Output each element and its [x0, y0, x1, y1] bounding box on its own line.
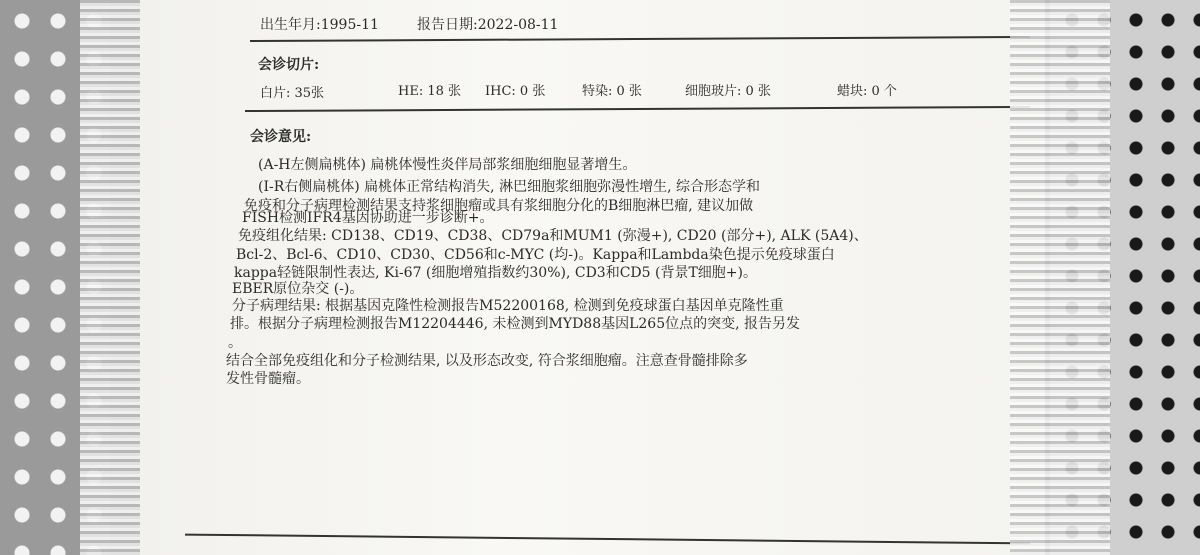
opinion-line: 分子病理结果: 根据基因克隆性检测报告M52200168, 检测到免疫球蛋白基因单克隆性重	[232, 298, 784, 314]
report-date	[417, 14, 558, 34]
white-slide-count: 白片: 35张	[260, 86, 325, 101]
special-stain-count: 特染: 0 张	[582, 84, 642, 99]
report-date-label: 报告日期:	[417, 17, 478, 33]
opinion-line: 免疫和分子病理检测结果支持浆细胞瘤或具有浆细胞分化的B细胞淋巴瘤, 建议加做	[244, 198, 754, 214]
opinion-title: 会诊意见:	[250, 129, 312, 145]
opinion-line: FISH检测IFR4基因协助进一步诊断+。	[242, 210, 494, 226]
divider-middle	[245, 106, 1030, 112]
opinion-line: Bcl-2、Bcl-6、CD10、CD30、CD56和c-MYC (均-)。Kappa和Lambda染色提示免疫球蛋白	[236, 247, 835, 263]
cytology-slide-count: 细胞玻片: 0 张	[685, 84, 771, 99]
opinion-line: (I-R右侧扁桃体) 扁桃体正常结构消失, 淋巴细胞浆细胞弥漫性增生, 综合形态学和	[258, 179, 760, 195]
birth-date	[260, 14, 379, 34]
opinion-line: kappa轻链限制性表达, Ki-67 (细胞增殖指数约30%), CD3和CD5 (背景T细胞+)。	[234, 265, 758, 281]
divider-bottom	[185, 534, 1030, 545]
opinion-line: 。	[228, 335, 242, 351]
slides-title: 会诊切片:	[258, 57, 320, 73]
plastic-sleeve-right	[1010, 0, 1110, 555]
opinion-line: 免疫组化结果: CD138、CD19、CD38、CD79a和MUM1 (弥漫+), CD20 (部分+), ALK (5A4)、	[238, 228, 868, 244]
he-count: HE: 18 张	[398, 84, 462, 99]
ihc-count: IHC: 0 张	[485, 84, 546, 99]
opinion-line: EBER原位杂交 (-)。	[232, 281, 364, 297]
wax-block-count: 蜡块: 0 个	[837, 84, 897, 99]
divider-top	[250, 36, 1030, 42]
report-paper	[140, 0, 1045, 555]
birth-label: 出生年月:	[260, 17, 321, 33]
birth-value: 1995-11	[320, 17, 379, 33]
opinion-line: 排。根据分子病理检测报告M12204446, 未检测到MYD88基因L265位点的突变, 报告另发	[230, 316, 801, 332]
opinion-line: 结合全部免疫组化和分子检测结果, 以及形态改变, 符合浆细胞瘤。注意查骨髓排除多	[226, 353, 748, 369]
opinion-line: 发性骨髓瘤。	[226, 371, 310, 387]
opinion-line: (A-H左侧扁桃体) 扁桃体慢性炎伴局部浆细胞细胞显著增生。	[258, 157, 637, 173]
report-date-value: 2022-08-11	[477, 17, 559, 33]
